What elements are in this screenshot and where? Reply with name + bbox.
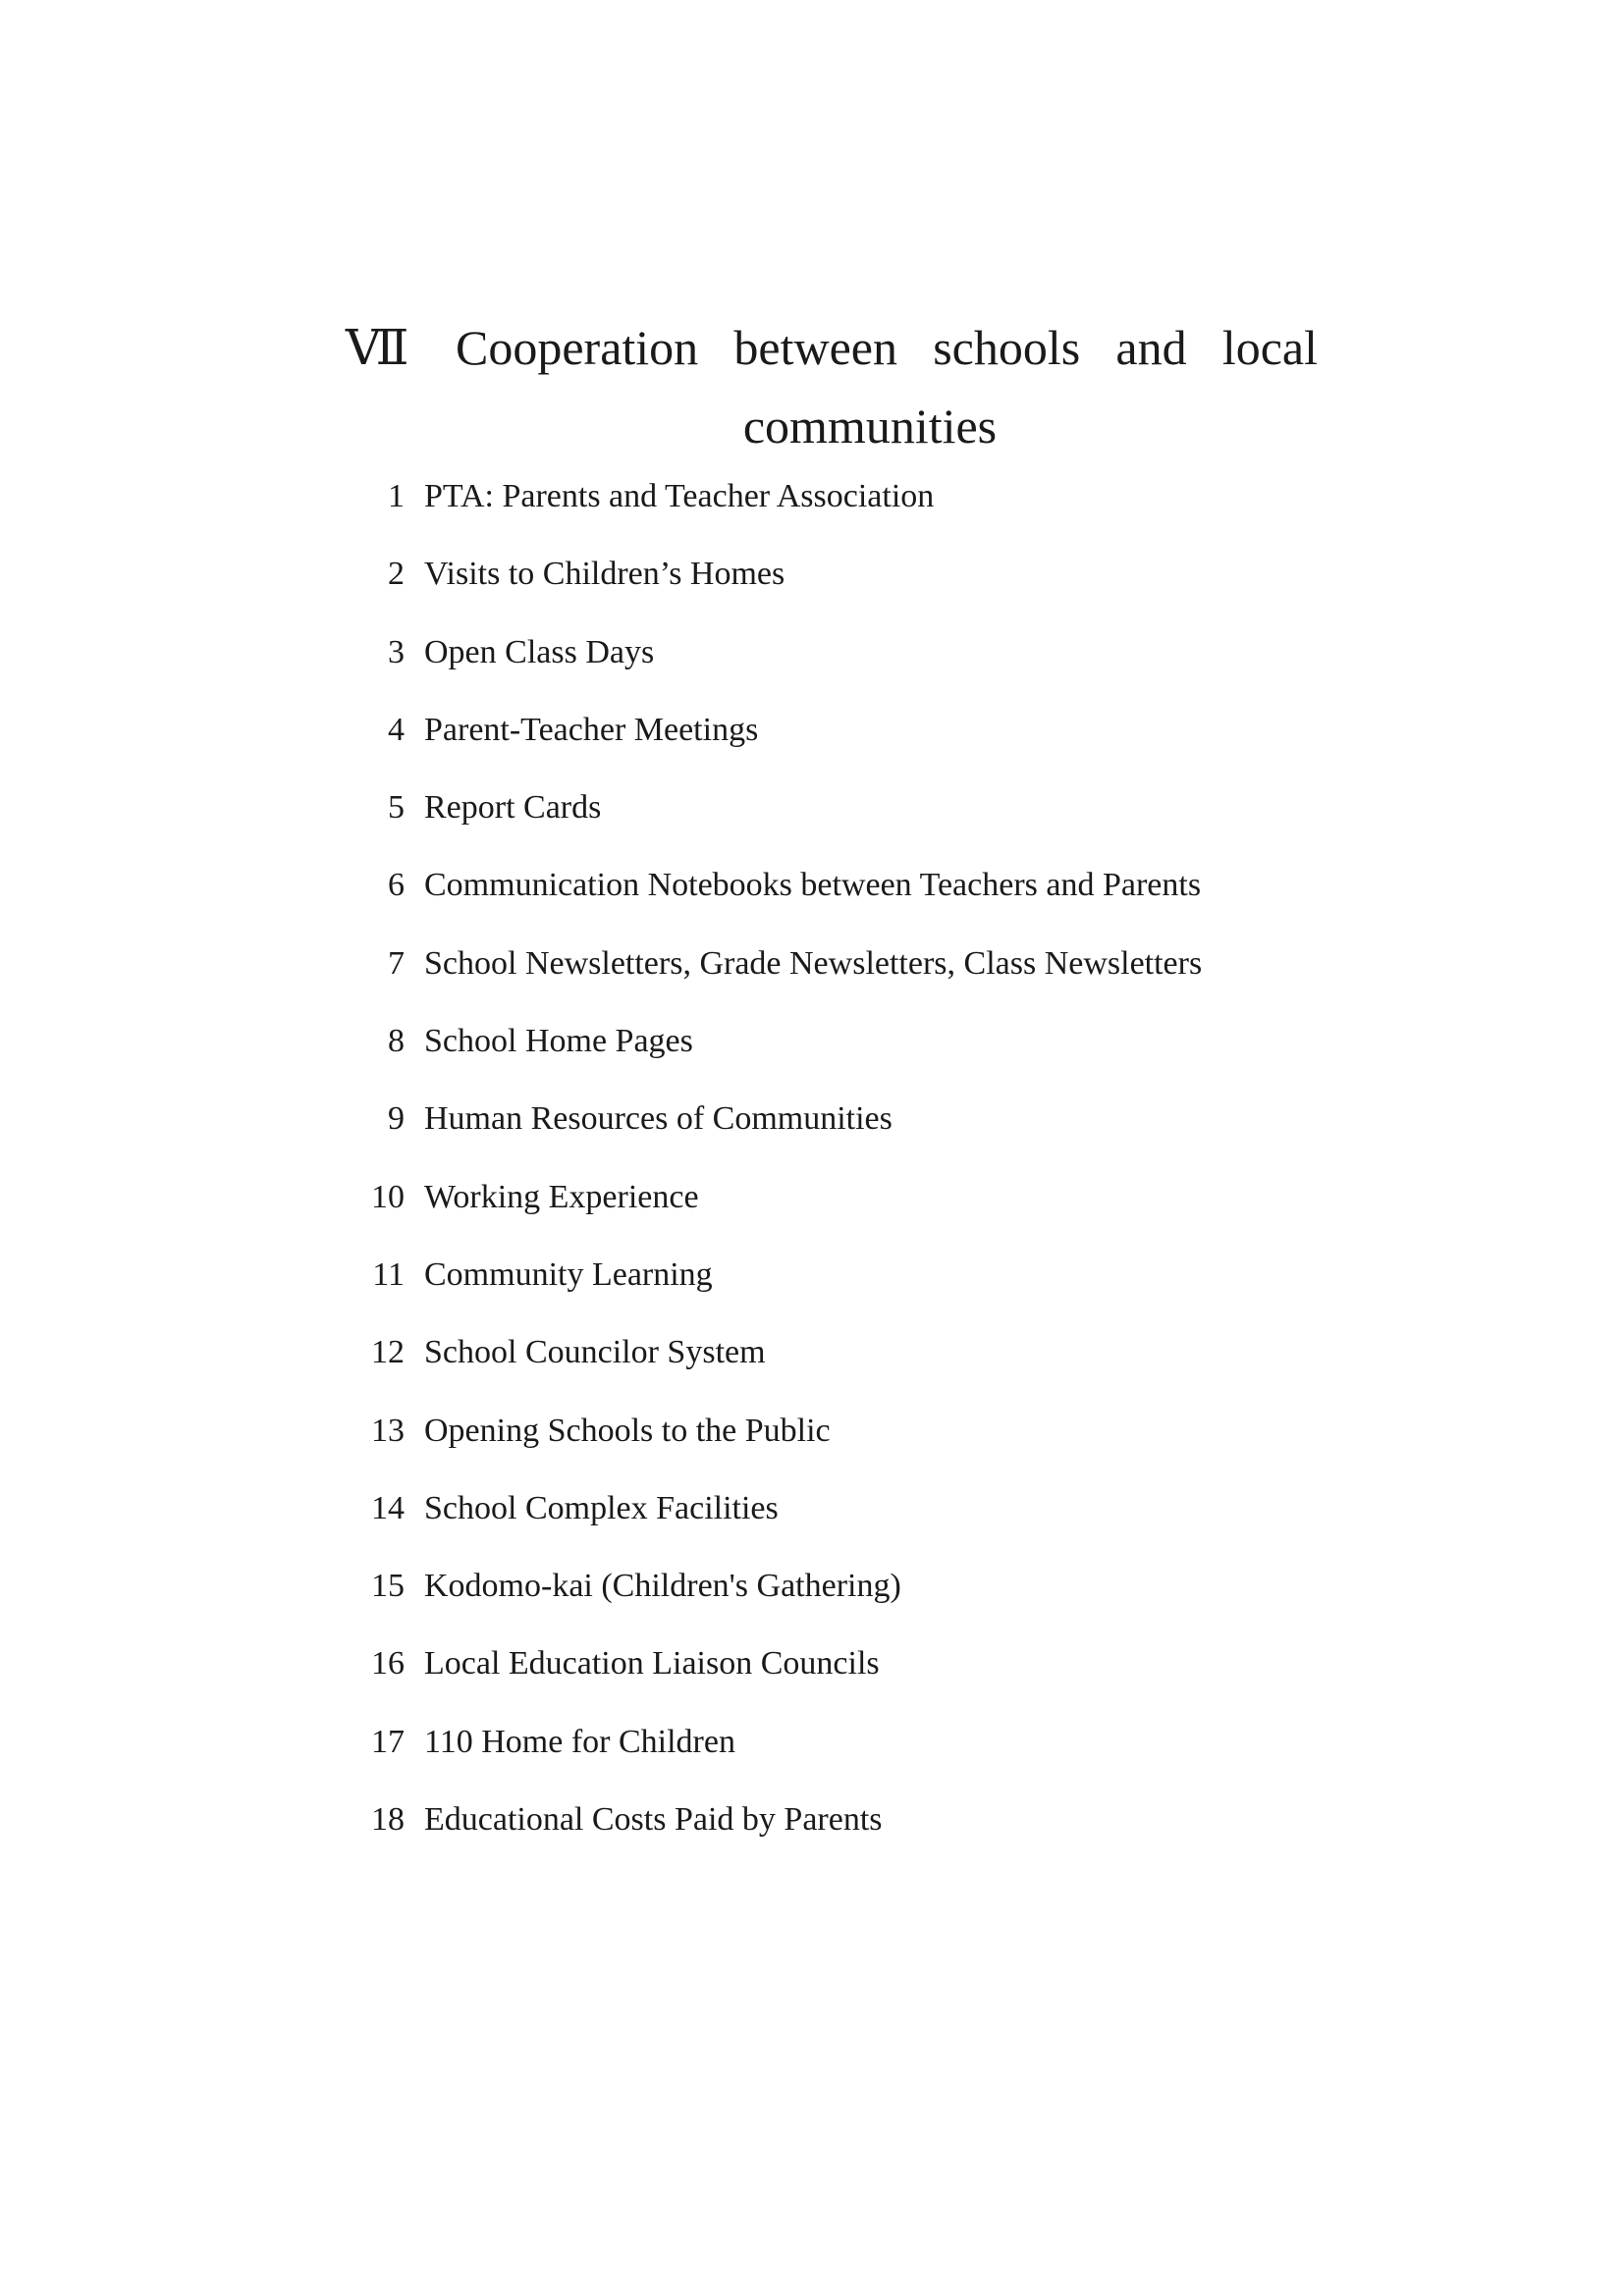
toc-item [344, 477, 1326, 555]
toc-item-number: 16 [371, 1645, 405, 1682]
toc-item-label: PTA: Parents and Teacher Association [424, 478, 935, 514]
chapter-numeral: Ⅶ [346, 319, 409, 375]
toc-item-number: 17 [371, 1723, 405, 1760]
chapter-title [346, 308, 1318, 465]
toc-item-label: Kodomo-kai (Children's Gathering) [424, 1568, 901, 1605]
toc-item-label: School Complex Facilities [424, 1489, 779, 1526]
toc-item-number: 6 [388, 867, 405, 904]
toc-item-label: School Councilor System [424, 1334, 766, 1371]
toc-item-label: School Newsletters, Grade Newsletters, Class Newsletters [424, 944, 1203, 982]
toc-item [344, 1255, 1326, 1333]
toc-item-label: Parent-Teacher Meetings [424, 711, 759, 748]
toc-item [344, 1723, 1326, 1800]
toc-item-label: Human Resources of Communities [424, 1100, 893, 1138]
toc-item [344, 1489, 1326, 1567]
toc-item-number: 18 [371, 1801, 405, 1839]
toc-item [344, 1022, 1326, 1099]
toc-item [344, 1567, 1326, 1644]
chapter-title-line-1 [346, 308, 1318, 387]
toc-item [344, 1800, 1326, 1878]
toc-item [344, 944, 1326, 1022]
toc-item [344, 1644, 1326, 1722]
toc-item-number: 7 [388, 944, 405, 982]
chapter-title-text: Cooperation between schools and local [456, 319, 1318, 375]
toc-item [344, 1099, 1326, 1177]
toc-item-label: Local Education Liaison Councils [424, 1645, 880, 1682]
toc-item-number: 13 [371, 1412, 405, 1449]
toc-item-label: Community Learning [424, 1255, 713, 1293]
toc-item-number: 8 [388, 1023, 405, 1060]
toc-item [344, 633, 1326, 711]
toc-item-label: 110 Home for Children [424, 1723, 735, 1760]
toc-item [344, 866, 1326, 943]
toc-item [344, 788, 1326, 866]
toc-item-label: Communication Notebooks between Teachers and Parents [424, 867, 1202, 904]
toc-item-label: Educational Costs Paid by Parents [424, 1801, 883, 1839]
toc-item [344, 555, 1326, 632]
toc-item-number: 10 [371, 1178, 405, 1215]
toc-item-label: Report Cards [424, 789, 602, 827]
toc-item-label: Visits to Children’s Homes [424, 556, 785, 593]
toc-item [344, 1412, 1326, 1489]
toc-item-number: 3 [388, 633, 405, 670]
toc-item-number: 2 [388, 556, 405, 593]
toc-item-number: 11 [372, 1255, 405, 1293]
toc-item-number: 9 [388, 1100, 405, 1138]
toc-item-label: School Home Pages [424, 1023, 693, 1060]
toc-item-number: 4 [388, 711, 405, 748]
table-of-contents [344, 477, 1326, 1878]
toc-item-number: 14 [371, 1489, 405, 1526]
toc-item [344, 1333, 1326, 1411]
toc-item-label: Opening Schools to the Public [424, 1412, 831, 1449]
toc-item-number: 1 [388, 478, 405, 514]
chapter-title-line-2: communities [742, 398, 998, 454]
toc-item-number: 12 [371, 1334, 405, 1371]
toc-item-label: Working Experience [424, 1178, 699, 1215]
toc-item-label: Open Class Days [424, 633, 655, 670]
toc-item-number: 15 [371, 1568, 405, 1605]
toc-item-number: 5 [388, 789, 405, 827]
toc-item [344, 711, 1326, 788]
toc-item [344, 1178, 1326, 1255]
